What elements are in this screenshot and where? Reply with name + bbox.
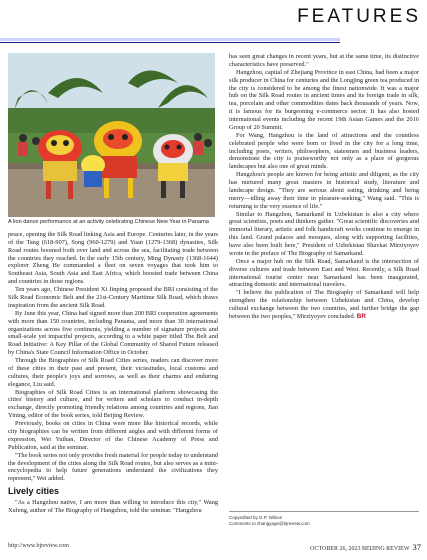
paragraph: Similar to Hangzhou, Samarkand in Uzbekistan is also a city where great scientists, poets and thinkers gather. "Great scientific discoveries and immortal literary, artistic and folk handicraft works continue to emerge in this land. Grand palaces and mosques, along with supporting facilities, have also been built here," President of Uzbekistan Shavkat Mirziyoyev wrote in the preface of The Biography of Samarkand. [229, 210, 419, 257]
paragraph: For Wang, Hangzhou is the land of attractions and the countless celebrated people who were born or lived in the city for a long time, including poets, writers, philosophers, statesmen and business leaders, demonstrate the city is praiseworthy not only as a place of gorgeous landscapes but also one of great minds. [229, 131, 419, 171]
copyedit-credit: Copyedited by G.P. Wilson [229, 515, 283, 520]
page-number: 37 [412, 542, 421, 552]
paragraph: Biographies of Silk Road Cities is an international platform showcasing the cities' history and culture, and for writers and scholars to conduct in-depth exchange, directly promoting friendly relations among countries and regions, Jian Yining, editor of the book series, told Beijing Review. [8, 388, 218, 420]
lion-dance-photo [8, 53, 215, 217]
paragraph: Ten years ago, Chinese President Xi Jinping proposed the BRI consisting of the Silk Road Economic Belt and the 21st-Century Maritime Silk Road, which draws inspiration from the ancient Silk Road. [8, 286, 218, 309]
issue-label: OCTOBER 26, 2023 BEIJING REVIEW [310, 546, 410, 552]
paragraph: "The book series not only provides fresh material for people today to understand the development of the cities along the Silk Road routes, but also serves as a mini-encyclopedia to help future generations understand the civilizations they represent," Wei added. [8, 451, 218, 483]
header-divider [0, 42, 340, 43]
subheading: Lively cities [8, 486, 60, 497]
paragraph: peace, opening the Silk Road linking Asia and Europe. Centuries later, in the years of the Tang (618-907), Song (960-1279) and Yuan (1279-1368) dynasties, Silk Road routes boomed both over land and across the sea, facilitating trade between the countries they reached. In the early 15th century, Ming Dynasty (1368-1644) explorer Zheng He commanded a fleet on seven voyages that took him to Southeast Asia, South Asia and East Africa, which boosted trade between China and countries in those regions. [8, 231, 218, 286]
paragraph: Hangzhou, capital of Zhejiang Province in east China, had been a major silk producer in China for centuries and the Longjing green tea produced in the city is considered to be among the finest nationwide. It was a major hub on the Silk Road routes in ancient times and its foreign trade in silk, tea, porcelain and other commodities dates back thousands of years. Now, it is famous for its burgeoning e-commerce sector. It has also hosted international events including the recent 19th Asian Games and the 2016 Group of 20 Summit. [229, 68, 419, 131]
footer-url: http://www.bjreview.com [8, 543, 69, 549]
header-accent-rule [0, 38, 340, 41]
paragraph: Once a major hub on the Silk Road, Samarkand is the intersection of diverse cultures and trade between East and West. Recently, a Silk Road international tourist center near Samarkand has been inaugurated, attracting domestic and international travelers. [229, 257, 419, 289]
paragraph: Previously, books on cities in China were more like historical records, while city biographies can be written from different angles and with different forms of expression, Wei Yuihan, Director of the Chinese Academy of Press and Publication, said at the seminar. [8, 420, 218, 451]
paragraph: Hangzhou's people are known for being artistic and diligent, as the city has nurtured many great masters in historical study, literature and landscape design. "They are serious about eating, drinking and being merry—idling away their time in pleasure-seeking," Wang said. "This is returning to the very essence of life." [229, 171, 419, 210]
left-column [8, 231, 218, 515]
end-mark: BR [356, 312, 366, 320]
photo-caption: A lion dance performance at an activity celebrating Chinese New Year in Panama [8, 219, 209, 225]
right-column [229, 53, 419, 321]
paragraph-text: "I believe the publication of The Biography of Samarkand will help strengthen the relationship between Uzbekistan and China, develop cultural exchange between the two countries, and further bridge the gap between the two peoples," Mirziyoyev concluded. [229, 289, 419, 320]
footer-issue [310, 542, 421, 552]
paragraph: "As a Hangzhou native, I am more than willing to introduce this city," Wang Xufeng, author of The Biography of Hangzhou, told the seminar. "Hangzhou [8, 498, 218, 514]
credits [229, 511, 419, 527]
section-label: FEATURES [297, 6, 421, 27]
comments-contact: Comments to zhangyage@bjreview.com [229, 521, 310, 526]
paragraph: Through the Biographies of Silk Road Cities series, readers can discover more of these cities in their past and present, their vicissitudes, local customs and cultures, their people's joys and sorrows, as well as their charms and enduring elegance, Liu said. [8, 357, 218, 388]
paragraph: By June this year, China had signed more than 200 BRI cooperation agreements with more than 150 countries, including Panama, and more than 30 international organizations across five continents, yielding a number of signature projects and small-scale yet impactful projects, according to a white paper titled The Belt and Road Initiative: A Key Pillar of the Global Community of Shared Future released by China's State Council Information Office in October. [8, 309, 218, 357]
paragraph: has seen great changes in recent years, but at the same time, its distinctive characteristics have preserved." [229, 53, 419, 68]
paragraph [229, 289, 419, 320]
